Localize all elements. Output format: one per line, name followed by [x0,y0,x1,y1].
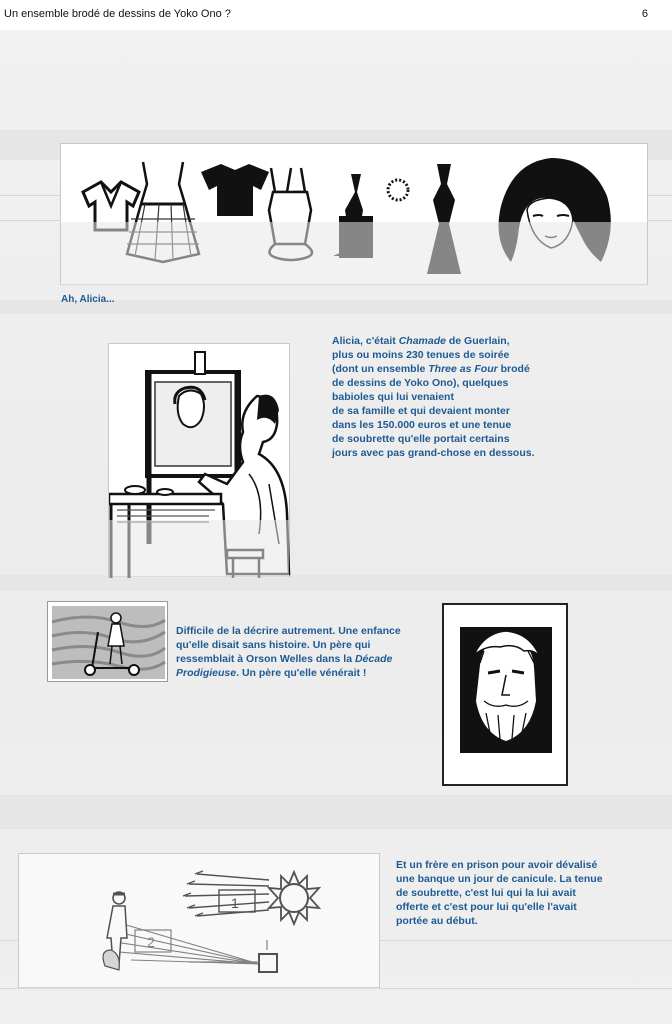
paragraph-childhood [176,624,401,680]
paper-band [0,575,672,591]
document-title: Un ensemble brodé de dessins de Yoko Ono ? [4,8,231,20]
brand-name: Three as Four [428,363,498,375]
text-run: brodé [497,363,530,375]
clothing-illustration [60,143,648,285]
film-title: Prodigieuse [176,667,237,679]
painter-illustration [108,343,290,577]
page-header [0,0,672,30]
paper-band [0,795,672,829]
text-run: ressemblait à Orson Welles dans la [176,653,355,665]
text-line: babioles qui lui venaient [332,391,454,403]
paragraph-brother [396,858,603,928]
text-line: qu'elle disait sans histoire. Un père qui [176,639,371,651]
text-line: Et un frère en prison pour avoir dévalisé [396,859,598,871]
text-line: de sa famille et qui devaient monter [332,405,510,417]
text-run: . Un père qu'elle vénérait ! [236,667,367,679]
scan-fade [19,854,379,989]
text-line: de soubrette, c'est lui qui la lui avait [396,887,576,899]
film-title: Décade [354,653,393,665]
paragraph-alicia-description [332,334,535,460]
ray-label-2: 2 [147,934,155,950]
text-line: dans les 150.000 euros et une tenue [332,419,512,431]
text-line: une banque un jour de canicule. La tenue [396,873,603,885]
text-run: (dont un ensemble [332,363,429,375]
text-line: de dessins de Yoko Ono), quelques [332,377,509,389]
ray-label-1: 1 [231,895,239,911]
text-line [332,362,535,376]
text-line: jours avec pas grand-chose en dessous. [332,447,535,459]
scan-fade [61,222,647,286]
text-line [176,652,401,666]
text-line: offerte et c'est pour lui qu'elle l'avait [396,901,577,913]
text-line [176,666,401,680]
girl-scooter-illustration [47,601,168,682]
text-line: plus ou moins 230 tenues de soirée [332,349,510,361]
text-line: portée au début. [396,915,478,927]
text-run: de Guerlain, [445,335,510,347]
page-number: 6 [641,8,648,20]
text-line: Difficile de la décrire autrement. Une enfance [176,625,401,637]
text-line: de soubrette qu'elle portait certains [332,433,510,445]
bearded-man-portrait [442,603,568,786]
caption-ah-alicia: Ah, Alicia... [61,294,115,305]
sun-spotlight-diagram [18,853,380,988]
scan-fade [109,520,289,578]
text-run: Alicia, c'était [332,335,399,347]
perfume-name: Chamade [398,335,446,347]
text-line [332,334,535,348]
